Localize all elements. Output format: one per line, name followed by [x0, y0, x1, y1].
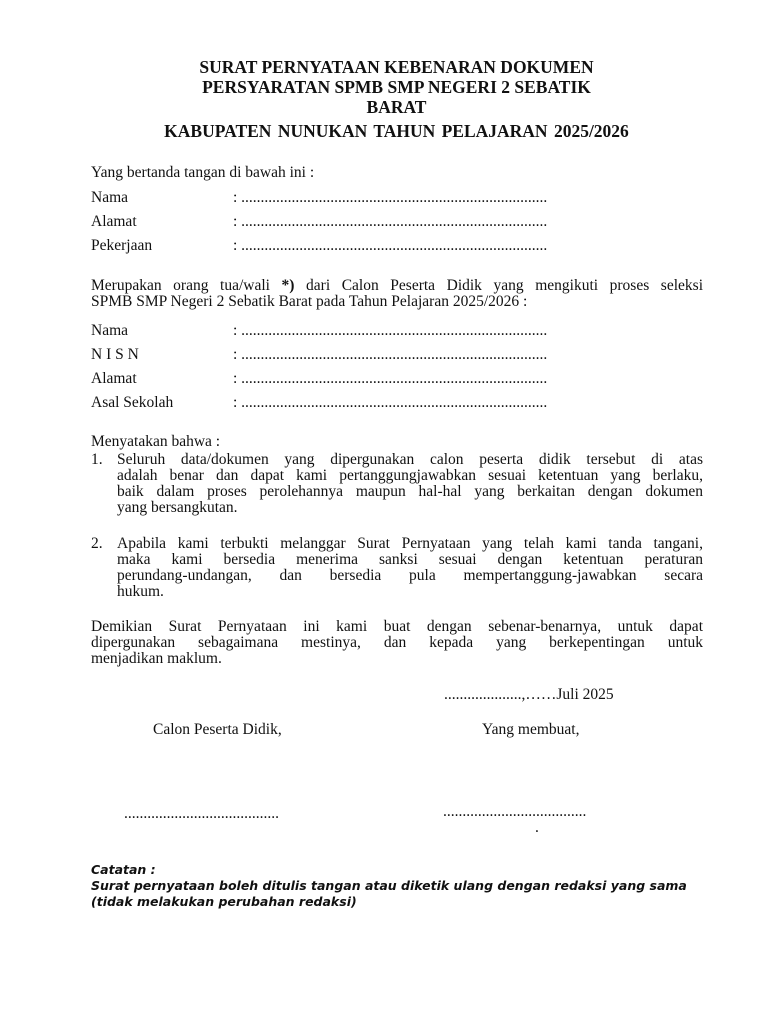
closing-paragraph: Demikian Surat Pernyataan ini kami buat dengan sebenar-benarnya, untuk dapat dipergunakan sebagaimana mestinya, dan kepada yang berkepentingan untuk menjadikan maklum.: [91, 618, 703, 667]
parent-occupation-label: Pekerjaan: [91, 237, 153, 254]
parent-name-field: : ...............................................................................: [233, 189, 548, 206]
signer-signature-title: Yang membuat,: [482, 721, 580, 738]
parent-statement: [91, 278, 703, 310]
date-line: ....................,……Juli 2025: [444, 686, 614, 703]
parent-statement-line-1: Merupakan orang tua/wali *) dari Calon Peserta Didik yang mengikuti proses seleksi: [91, 277, 703, 294]
student-address-label: Alamat: [91, 370, 137, 387]
student-name-field: : ...............................................................................: [233, 322, 548, 339]
declaration-number: 2.: [91, 535, 103, 552]
parent-occupation-field: : ...............................................................................: [233, 237, 548, 254]
intro-text: Yang bertanda tangan di bawah ini :: [91, 164, 315, 181]
document-title-line-2: PERSYARATAN SPMB SMP NEGERI 2 SEBATIK: [202, 77, 591, 97]
student-school-field: : ...............................................................................: [233, 394, 548, 411]
document-title-line-1: SURAT PERNYATAAN KEBENARAN DOKUMEN: [199, 57, 594, 77]
student-nisn-field: : ...............................................................................: [233, 346, 548, 363]
signer-signature-line: .....................................: [443, 803, 587, 820]
parent-statement-line-2: SPMB SMP Negeri 2 Sebatik Barat pada Tahun Pelajaran 2025/2026 :: [91, 293, 528, 310]
note-line-1: Surat pernyataan boleh ditulis tangan atau diketik ulang dengan redaksi yang sama: [91, 878, 687, 893]
parent-address-field: : ...............................................................................: [233, 213, 548, 230]
note-heading: Catatan :: [91, 862, 156, 877]
footnote-marker: *): [281, 277, 295, 294]
student-address-field: : ...............................................................................: [233, 370, 548, 387]
declaration-heading: Menyatakan bahwa :: [91, 433, 221, 450]
document-page: SURAT PERNYATAAN KEBENARAN DOKUMEN PERSYARATAN SPMB SMP NEGERI 2 SEBATIK BARAT KABUPATEN NUNUKAN TAHUN PELAJARAN 2025/2026 Yang bertanda tangan di bawah ini : Nama : ............................................................................... Alamat : ............................................................................... Pekerjaan : ............................................................................... Merupakan orang tua/wali *) dari Calon Peserta Didik yang mengikuti proses seleksi SPMB SMP Negeri 2 Sebatik Barat pada Tahun Pelajaran 2025/2026 : Nama : ............................................................................... N I S N : ............................................................................... Alamat : ............................................................................... Asal Sekolah : ............................................................................... Menyatakan bahwa : 1. Seluruh data/dokumen yang dipergunakan calon peserta didik tersebut di atas adalah benar dan dapat kami pertanggungjawabkan sesuai ketentuan yang berlaku, baik dalam proses perolehannya maupun hal-hal yang berkaitan dengan dokumen yang bersangkutan. 2. Apabila kami terbukti melanggar Surat Pernyataan yang telah kami tanda tangani, maka kami bersedia menerima sanksi sesuai dengan ketentuan peraturan perundang-undangan, dan bersedia pula mempertanggung-jawabkan secara hukum. Demikian Surat Pernyataan ini kami buat dengan sebenar-benarnya, untuk dapat dipergunakan sebagaimana mestinya, dan kepada yang berkepentingan untuk menjadikan maklum. ....................,……Juli 2025 Calon Peserta Didik, Yang membuat, ........................................ ..................................... . Catatan : Surat pernyataan boleh ditulis tangan atau diketik ulang dengan redaksi yang sama (tidak melakukan perubahan redaksi): [91, 57, 703, 909]
parent-name-label: Nama: [91, 189, 129, 206]
student-name-label: Nama: [91, 322, 129, 339]
student-nisn-label: N I S N: [91, 346, 139, 363]
document-title-line-3: BARAT: [366, 97, 427, 117]
document-title-line-4: KABUPATEN NUNUKAN TAHUN PELAJARAN 2025/2026: [164, 121, 629, 141]
student-signature-line: ........................................: [124, 805, 279, 822]
student-signature-title: Calon Peserta Didik,: [153, 721, 282, 738]
student-school-label: Asal Sekolah: [91, 394, 174, 411]
signer-signature-line-end: .: [535, 819, 539, 836]
parent-address-label: Alamat: [91, 213, 137, 230]
note-line-2: (tidak melakukan perubahan redaksi): [91, 894, 357, 909]
declaration-number: 1.: [91, 451, 103, 468]
note-block: [91, 862, 703, 910]
